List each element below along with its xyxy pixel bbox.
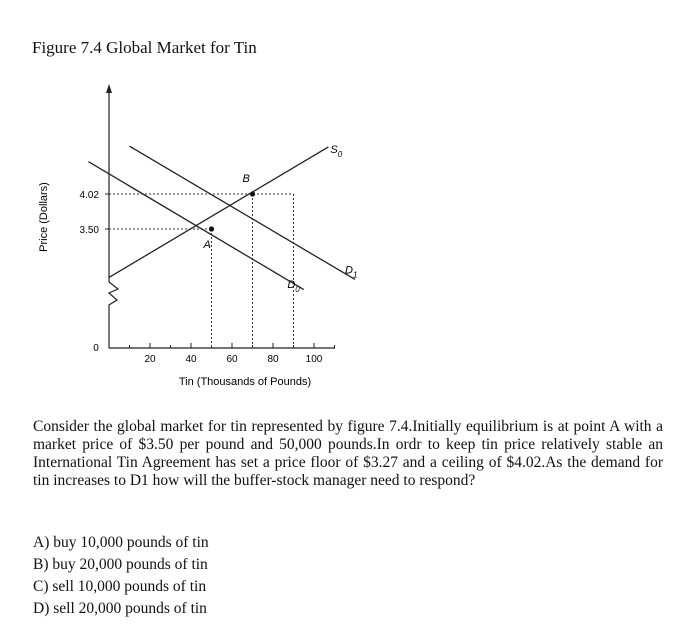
axis-break bbox=[109, 282, 118, 348]
curves bbox=[89, 144, 358, 294]
x-tick-label: 40 bbox=[185, 354, 197, 365]
choice-a[interactable]: A) buy 10,000 pounds of tin bbox=[33, 534, 209, 551]
x-ticks bbox=[130, 343, 335, 365]
y-tick-label: 4.02 bbox=[79, 190, 99, 201]
point-A bbox=[209, 226, 214, 231]
curve-label-S0: $S_0$ bbox=[330, 143, 343, 159]
curve-D1 bbox=[130, 143, 356, 279]
x-tick-label: 80 bbox=[267, 354, 279, 365]
point-label-A: A bbox=[203, 239, 211, 251]
question-text: Consider the global market for tin represented by figure 7.4.Initially equilibrium is at point A with a market price of $3.50 per pound and 50,000 pounds.In ordr to keep tin price relatively stable an International Tin Agreement has set a price floor of $3.27 and a ceiling of $4.02.As the demand for tin increases to D1 how will the buffer-stock manager need to respond? bbox=[33, 418, 663, 489]
reference-lines bbox=[109, 194, 294, 348]
point-B bbox=[250, 191, 255, 196]
curve-label-subscript: 0 bbox=[295, 285, 300, 295]
choice-c[interactable]: C) sell 10,000 pounds of tin bbox=[33, 578, 207, 595]
equilibrium-points bbox=[203, 173, 256, 251]
y-ticks bbox=[80, 190, 109, 236]
y-axis-arrow bbox=[106, 84, 112, 93]
x-tick-label: 60 bbox=[226, 354, 238, 365]
y-tick-label: 3.50 bbox=[79, 225, 99, 236]
curve-label-D0: $D_0$ bbox=[287, 279, 300, 295]
choice-b[interactable]: B) buy 20,000 pounds of tin bbox=[33, 556, 208, 573]
answer-choices bbox=[33, 532, 209, 620]
curve-label-subscript: 1 bbox=[352, 270, 358, 280]
curve-S0 bbox=[109, 147, 328, 278]
curve-label-D1: $D_1$ bbox=[345, 264, 358, 280]
x-tick-label: 100 bbox=[305, 354, 323, 365]
figure-title: Figure 7.4 Global Market for Tin bbox=[32, 38, 257, 57]
origin-label: 0 bbox=[93, 343, 99, 354]
choice-d[interactable]: D) sell 20,000 pounds of tin bbox=[33, 600, 207, 617]
point-label-B: B bbox=[242, 173, 250, 185]
x-axis-label: Tin (Thousands of Pounds) bbox=[178, 376, 312, 388]
y-axis-label: Price (Dollars) bbox=[38, 182, 50, 252]
x-tick-label: 20 bbox=[144, 354, 156, 365]
curve-label-subscript: 0 bbox=[337, 149, 343, 159]
